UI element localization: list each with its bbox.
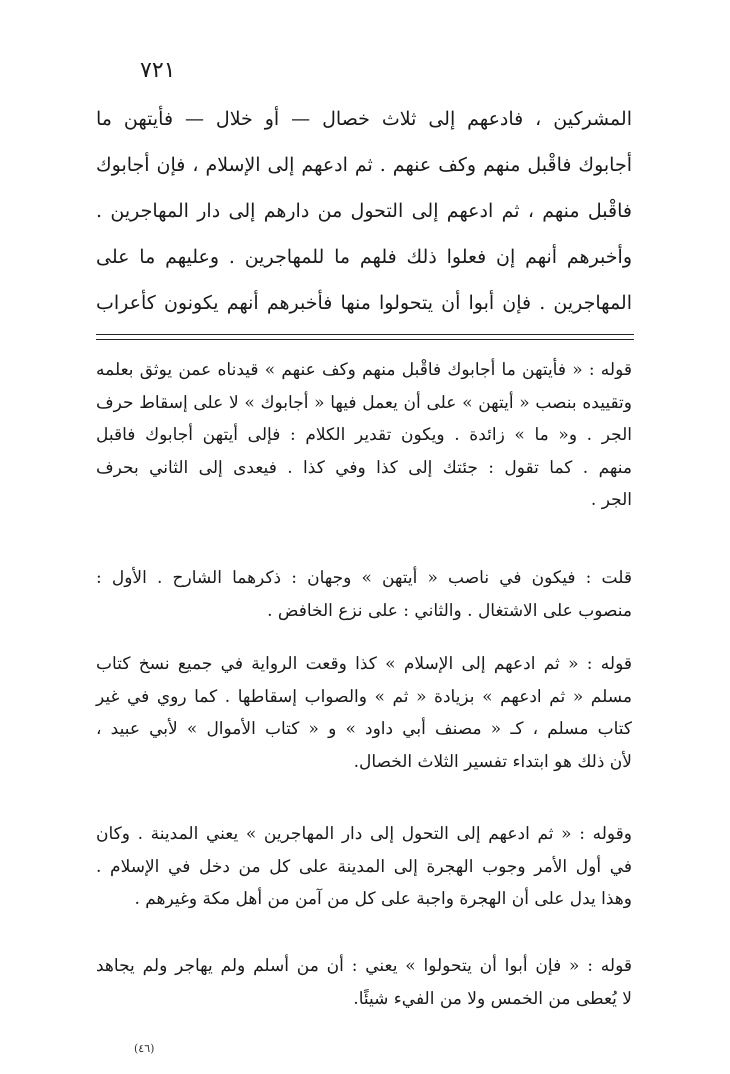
note-line: لا يُعطى من الخمس ولا من الفيء شيئًا. <box>353 988 632 1009</box>
main-text-line: المشركين ، فادعهم إلى ثلاث خصال — أو خلال — فأيتهن ما <box>96 108 632 130</box>
note-line: كتاب مسلم ، كـ « مصنف أبي داود » و « كتاب الأموال » لأبي عبيد ، <box>96 719 632 739</box>
main-text-line: أجابوك فاقْبل منهم وكف عنهم . ثم ادعهم إلى الإسلام ، فإن أجابوك <box>96 154 632 176</box>
note-line: في أول الأمر وجوب الهجرة إلى المدينة على كل من دخل في الإسلام . <box>96 856 632 877</box>
commentary-note-5 <box>96 950 632 1015</box>
note-line: الجر . و« ما » زائدة . ويكون تقدير الكلام : فإلى أيتهن أجابوك فاقبل <box>96 425 632 445</box>
note-line: وقوله : « ثم ادعهم إلى التحول إلى دار المهاجرين » يعني المدينة . وكان <box>96 824 632 844</box>
commentary-note-2 <box>96 562 632 627</box>
commentary-note-1 <box>96 354 632 517</box>
main-text-line: وأخبرهم أنهم إن فعلوا ذلك فلهم ما للمهاجرين . وعليهم ما على <box>96 246 632 268</box>
main-text-line: فاقْبل منهم ، ثم ادعهم إلى التحول من دارهم إلى دار المهاجرين . <box>96 200 632 222</box>
commentary-note-3 <box>96 648 632 778</box>
signature-mark: (٤٦) <box>134 1042 155 1055</box>
note-line: الجر . <box>590 490 632 510</box>
commentary-note-4 <box>96 818 632 916</box>
note-line: وهذا يدل على أن الهجرة واجبة على كل من آمن من أهل مكة وغيرهم . <box>134 889 632 909</box>
note-line: منهم . كما تقول : جئتك إلى كذا وفي كذا . فيعدى إلى الثاني بحرف <box>96 457 632 478</box>
note-line: لأن ذلك هو ابتداء تفسير الثلاث الخصال. <box>353 751 632 772</box>
main-text <box>96 96 632 326</box>
note-line: وتقييده بنصب « أيتهن » على أن يعمل فيها « أجابوك » لا على إسقاط حرف <box>96 392 632 413</box>
note-line: قوله : « فأيتهن ما أجابوك فاقْبل منهم وكف عنهم » قيدناه عمن يوثق بعلمه <box>96 360 632 380</box>
note-line: قوله : « ثم ادعهم إلى الإسلام » كذا وقعت الرواية في جميع نسخ كتاب <box>96 654 632 674</box>
note-line: قلت : فيكون في ناصب « أيتهن » وجهان : ذكرهما الشارح . الأول : <box>96 568 632 588</box>
page-number: ٧٢١ <box>140 58 176 83</box>
separator-rule <box>96 334 634 335</box>
note-line: قوله : « فإن أبوا أن يتحولوا » يعني : أن من أسلم ولم يهاجر ولم يجاهد <box>96 956 632 976</box>
note-line: مسلم « ثم ادعهم » بزيادة « ثم » والصواب إسقاطها . كما روي في غير <box>96 686 632 707</box>
main-text-line: المهاجرين . فإن أبوا أن يتحولوا منها فأخبرهم أنهم يكونون كأعراب <box>96 292 632 314</box>
note-line: منصوب على الاشتغال . والثاني : على نزع الخافض . <box>267 600 632 621</box>
separator-rule <box>96 339 634 340</box>
